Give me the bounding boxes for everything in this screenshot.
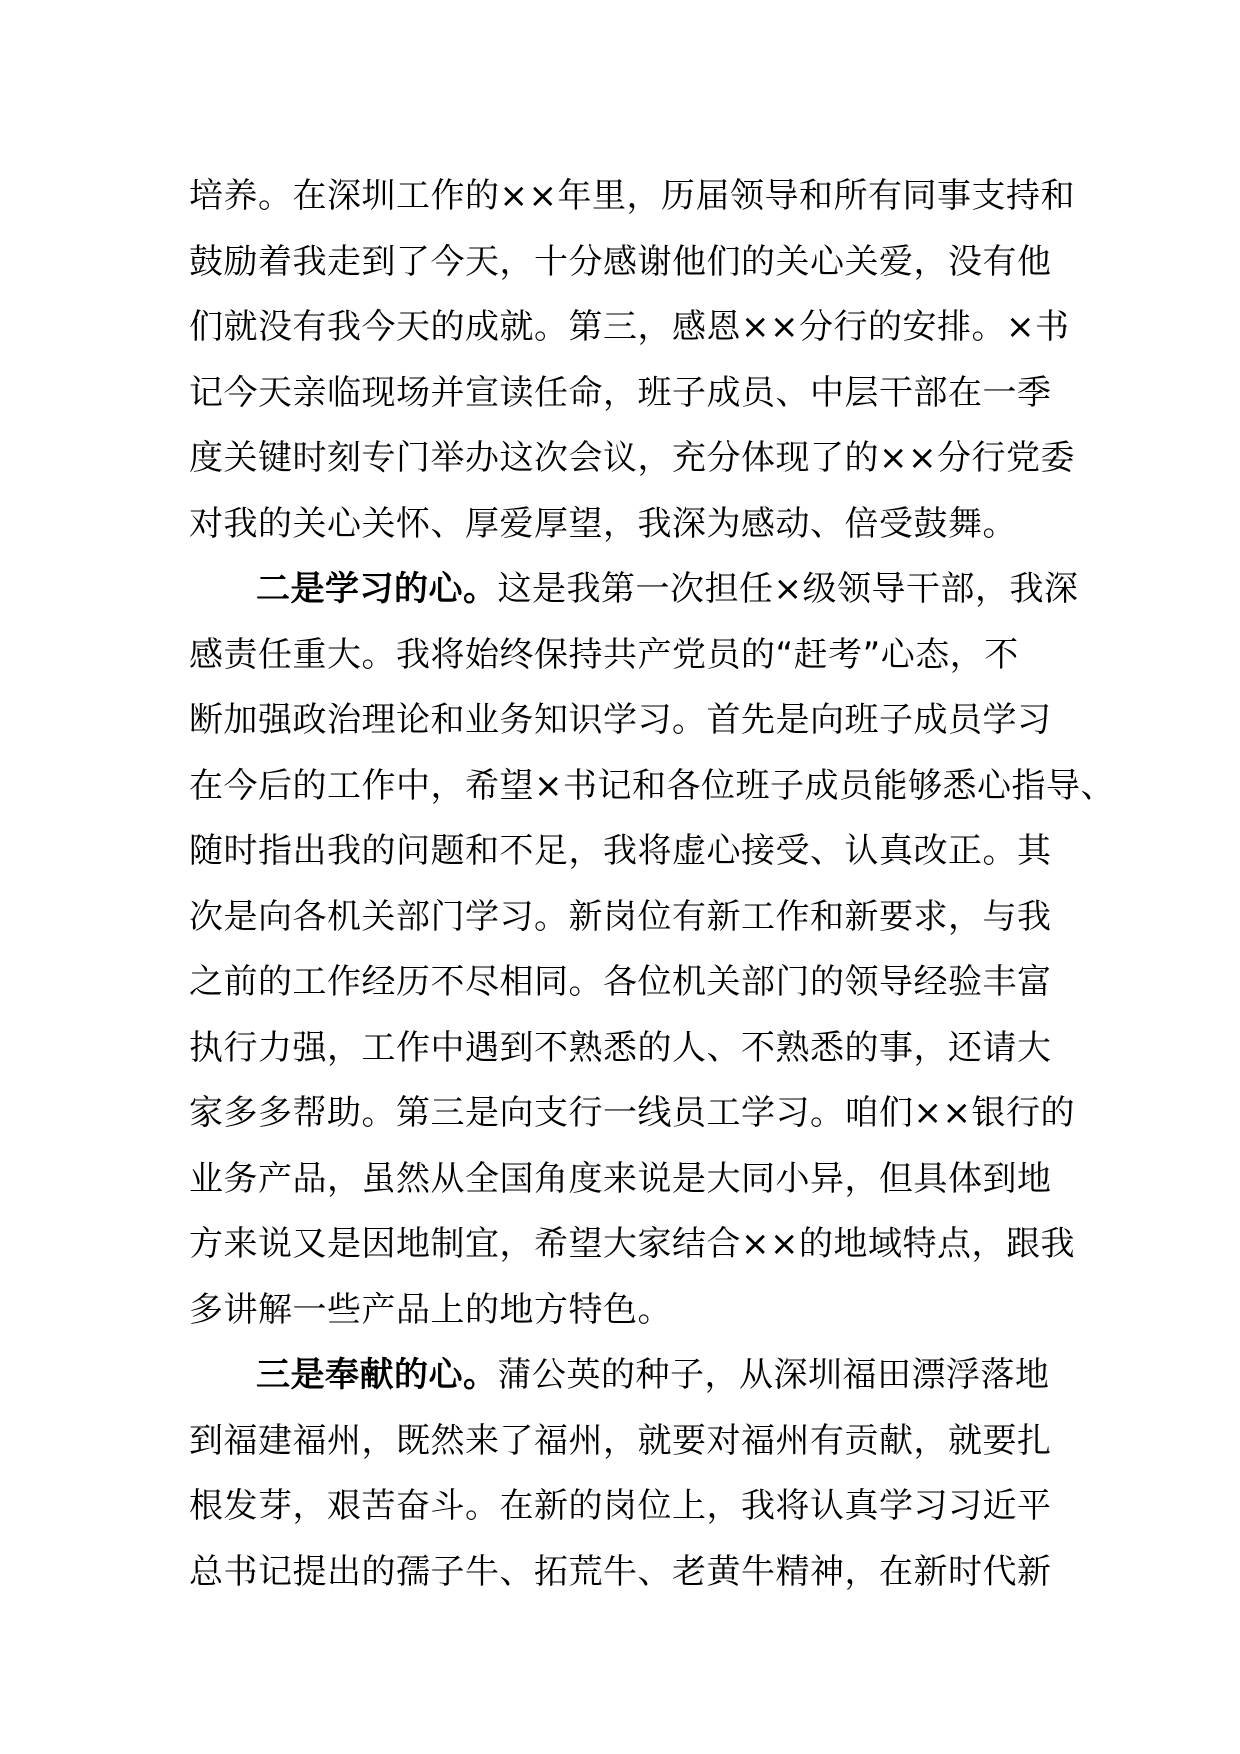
body-line: 断加强政治理论和业务知识学习。首先是向班子成员学习	[189, 700, 1052, 740]
body-line: 对我的关心关怀、厚爱厚望，我深为感动、倍受鼓舞。	[189, 503, 1017, 544]
section-2-first-line-text: 这是我第一次担任×级领导干部，我深	[497, 569, 1079, 609]
body-line: 感责任重大。我将始终保持共产党员的“赶考”心态，不	[189, 634, 1019, 675]
document-body	[189, 164, 1115, 1605]
body-line: 总书记提出的孺子牛、拓荒牛、老黄牛精神，在新时代新	[189, 1551, 1052, 1592]
section-3-first-line	[189, 1343, 1089, 1409]
body-line: 家多多帮助。第三是向支行一线员工学习。咱们××银行的	[189, 1093, 1075, 1133]
body-line: 鼓励着我走到了今天，十分感谢他们的关心关爱，没有他	[189, 241, 1052, 282]
body-line: 次是向各机关部门学习。新岗位有新工作和新要求，与我	[189, 896, 1052, 937]
body-line: 到福建福州，既然来了福州，就要对福州有贡献，就要扎	[189, 1420, 1052, 1461]
section-2-first-line	[189, 557, 1089, 623]
body-line: 执行力强，工作中遇到不熟悉的人、不熟悉的事，还请大	[189, 1027, 1052, 1068]
body-line: 方来说又是因地制宜，希望大家结合××的地域特点，跟我	[189, 1224, 1075, 1264]
body-line: 随时指出我的问题和不足，我将虚心接受、认真改正。其	[189, 831, 1052, 871]
body-line: 们就没有我今天的成就。第三，感恩××分行的安排。×书	[189, 307, 1070, 347]
body-line: 多讲解一些产品上的地方特色。	[189, 1289, 672, 1330]
section-3-heading: 三是奉献的心。	[256, 1355, 498, 1395]
body-line: 根发芽，艰苦奋斗。在新的岗位上，我将认真学习习近平	[189, 1486, 1052, 1526]
body-line: 度关键时刻专门举办这次会议，充分体现了的××分行党委	[189, 438, 1075, 478]
body-line: 业务产品，虽然从全国角度来说是大同小异，但具体到地	[189, 1158, 1052, 1199]
body-line: 在今后的工作中，希望×书记和各位班子成员能够悉心指导、	[189, 765, 1115, 806]
body-line: 之前的工作经历不尽相同。各位机关部门的领导经验丰富	[189, 962, 1052, 1002]
body-line: 培养。在深圳工作的××年里，历届领导和所有同事支持和	[189, 176, 1075, 216]
section-2-heading: 二是学习的心。	[256, 569, 498, 609]
section-3-first-line-text: 蒲公英的种子，从深圳福田漂浮落地	[497, 1355, 1050, 1395]
body-line: 记今天亲临现场并宣读任命，班子成员、中层干部在一季	[189, 372, 1052, 413]
